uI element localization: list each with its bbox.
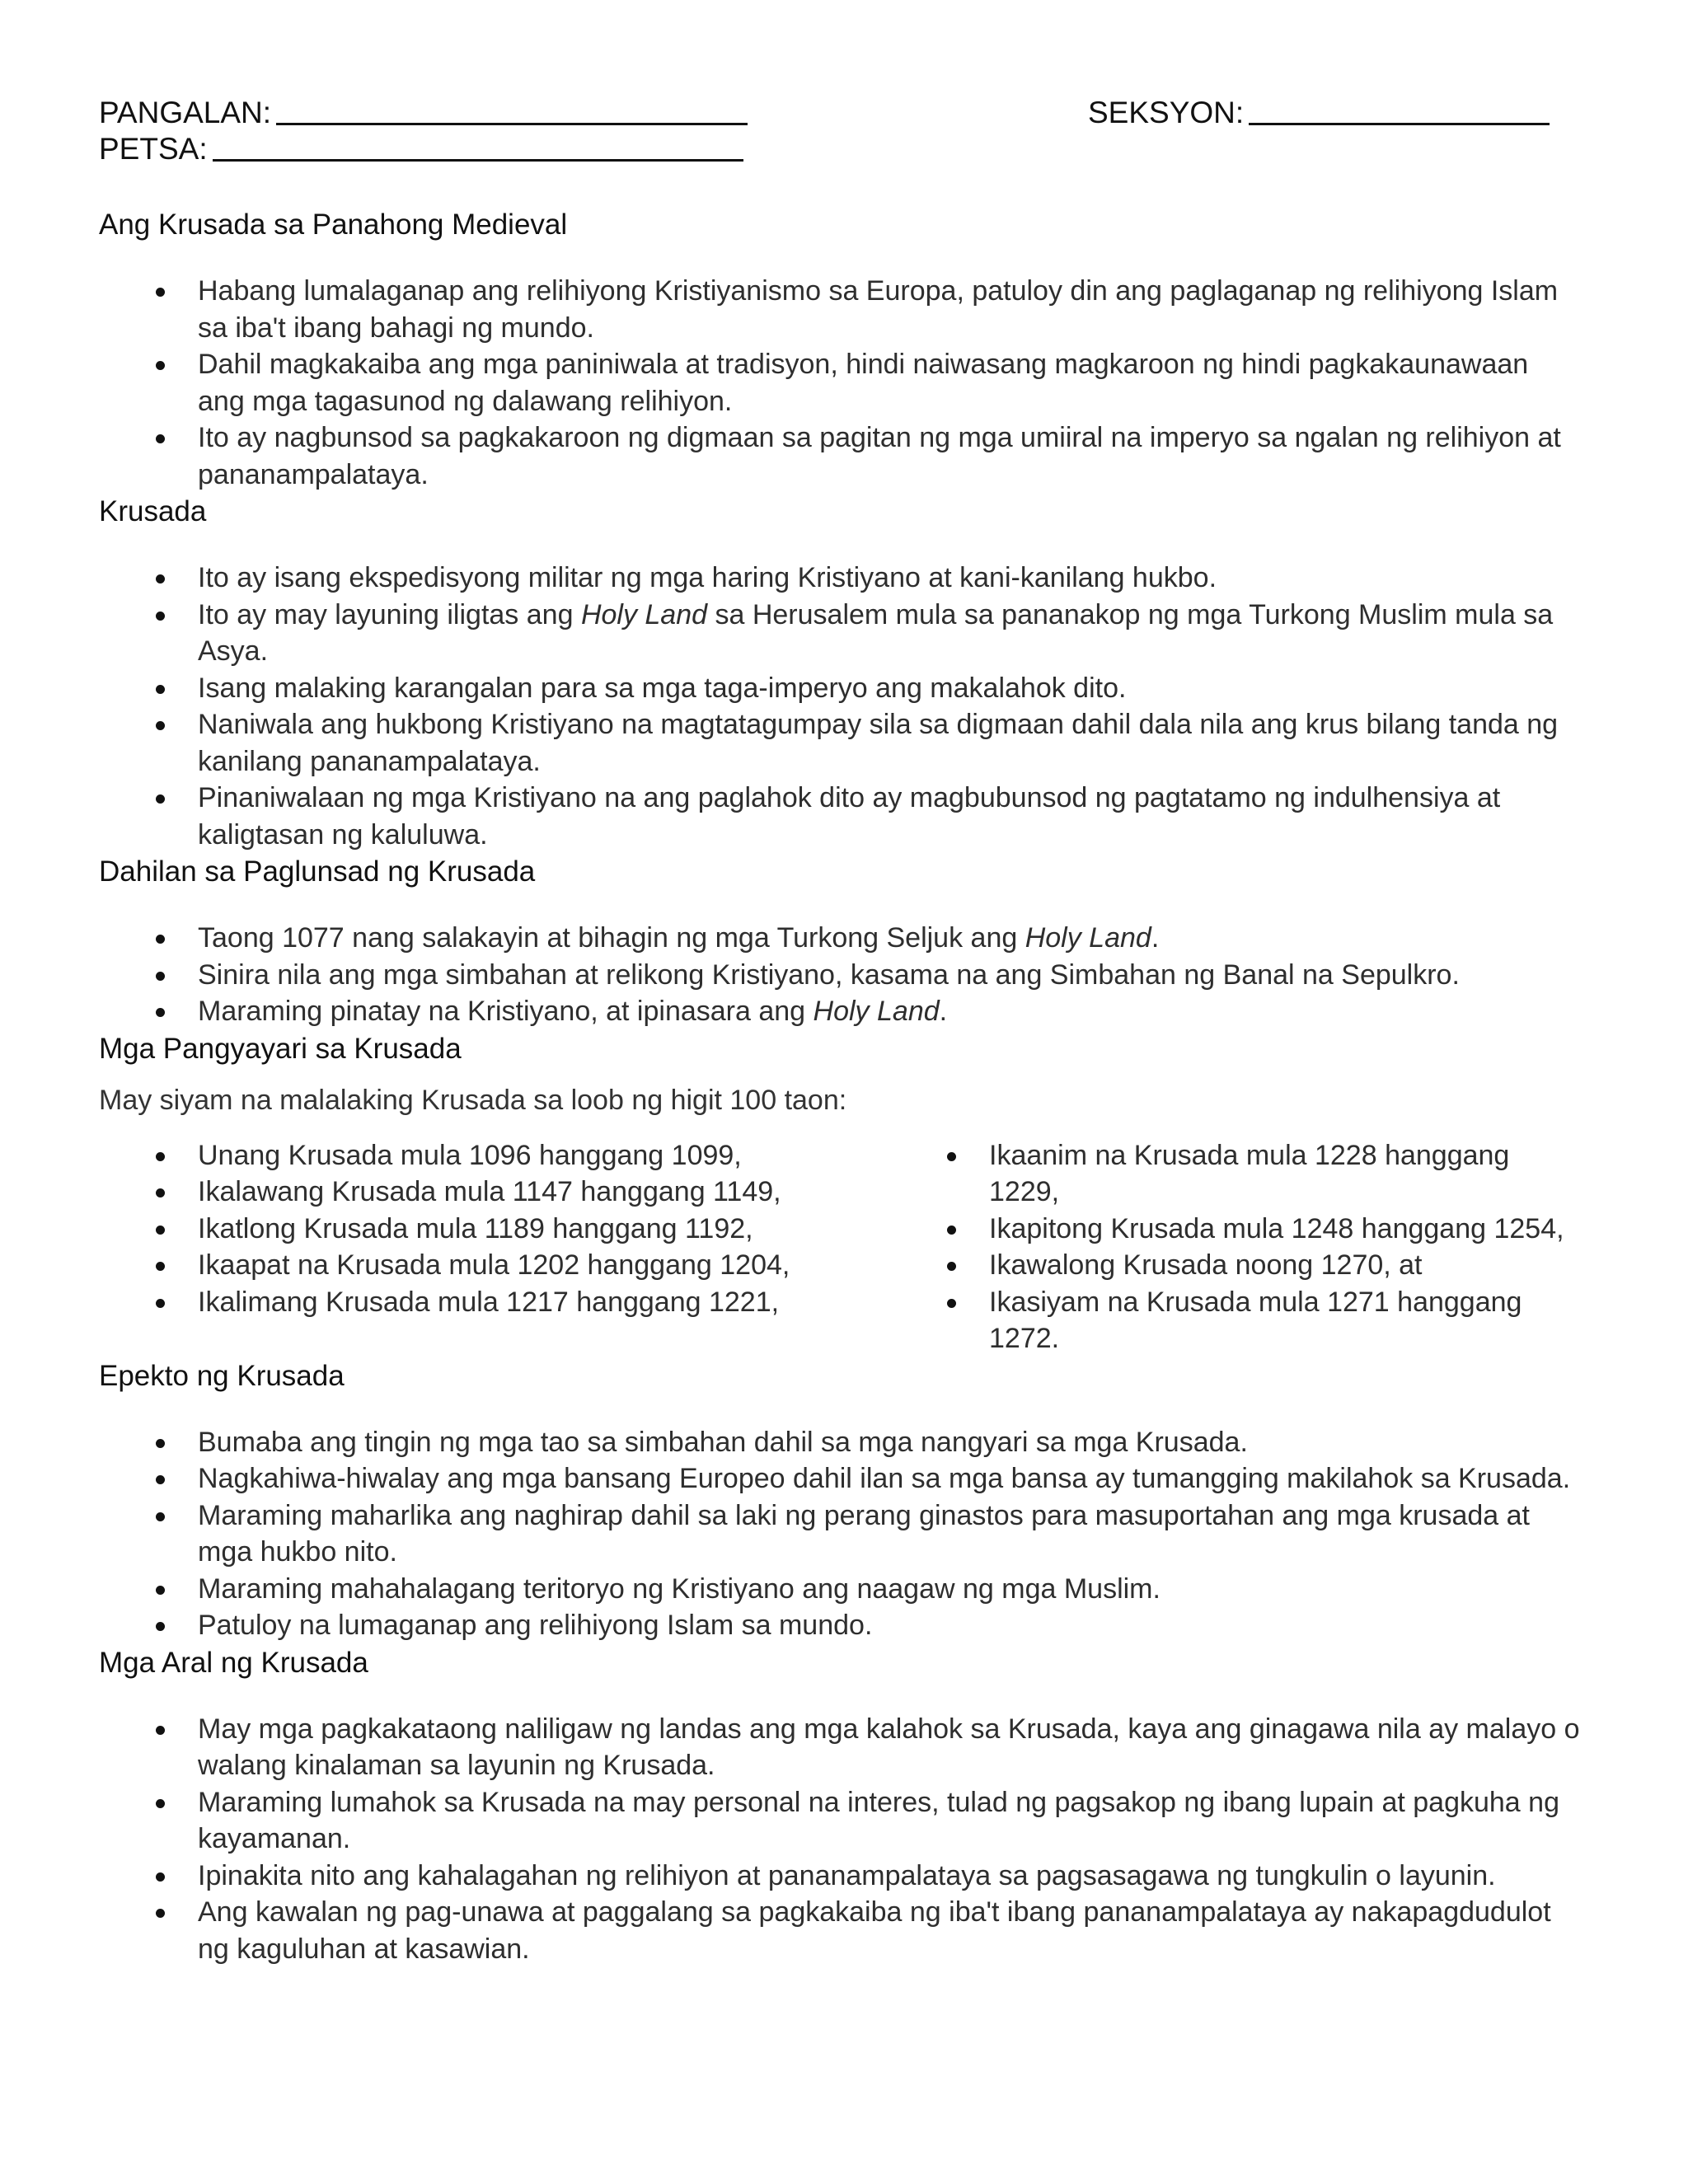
list-item: Maraming mahahalagang teritoryo ng Kristiyano ang naagaw ng mga Muslim. (99, 1571, 1582, 1608)
crusades-columns (99, 1137, 1582, 1357)
list-item: Ikaapat na Krusada mula 1202 hanggang 1204, (99, 1247, 890, 1284)
list-item: May mga pagkakataong naliligaw ng landas ang mga kalahok sa Krusada, kaya ang ginagawa nila ay malayo o walang kinalaman sa layunin ng Krusada. (99, 1711, 1582, 1784)
section-aral-list (99, 1711, 1582, 1968)
list-item: Habang lumalaganap ang relihiyong Kristiyanismo sa Europa, patuloy din ang paglaganap ng relihiyong Islam sa iba't ibang bahagi ng mundo. (99, 273, 1582, 346)
list-item: Ikasiyam na Krusada mula 1271 hanggang 1272. (890, 1284, 1582, 1357)
worksheet-content (99, 206, 1582, 1967)
list-item: Bumaba ang tingin ng mga tao sa simbahan dahil sa mga nangyari sa mga Krusada. (99, 1424, 1582, 1461)
section-pangyayari-title: Mga Pangyayari sa Krusada (99, 1032, 462, 1065)
section-epekto-list (99, 1424, 1582, 1644)
list-item: Ito ay nagbunsod sa pagkakaroon ng digmaan sa pagitan ng mga umiiral na imperyo sa ngalan ng relihiyon at pananampalataya. (99, 419, 1582, 493)
crusades-list-left (99, 1137, 890, 1357)
section-dahilan-title: Dahilan sa Paglunsad ng Krusada (99, 855, 536, 888)
list-item (99, 597, 1582, 670)
name-label: PANGALAN: (99, 96, 272, 129)
text: . (1151, 922, 1160, 954)
date-blank-line[interactable] (213, 134, 743, 162)
section-field[interactable] (1088, 96, 1550, 130)
text: Ito ay may layuning iligtas ang (198, 598, 581, 630)
date-field[interactable] (99, 132, 743, 166)
list-item: Ang kawalan ng pag-unawa at paggalang sa pagkakaiba ng iba't ibang pananampalataya ay nakapagdudulot ng kaguluhan at kasawian. (99, 1894, 1582, 1967)
section-epekto-title: Epekto ng Krusada (99, 1359, 345, 1392)
holy-land-text: Holy Land (580, 598, 708, 630)
list-item: Unang Krusada mula 1096 hanggang 1099, (99, 1137, 890, 1174)
list-item (99, 993, 1582, 1030)
section-aral (99, 1644, 1582, 1968)
section-intro-title: Ang Krusada sa Panahong Medieval (99, 209, 568, 241)
section-epekto (99, 1357, 1582, 1644)
list-item: Ito ay isang ekspedisyong militar ng mga haring Kristiyano at kani-kanilang hukbo. (99, 560, 1582, 597)
holy-land-text: Holy Land (1025, 922, 1151, 954)
list-item: Isang malaking karangalan para sa mga taga-imperyo ang makalahok dito. (99, 670, 1582, 707)
list-item: Patuloy na lumaganap ang relihiyong Islam sa mundo. (99, 1607, 1582, 1644)
list-item: Maraming lumahok sa Krusada na may personal na interes, tulad ng pagsakop ng ibang lupain at pagkuha ng kayamanan. (99, 1784, 1582, 1858)
list-item: Ikatlong Krusada mula 1189 hanggang 1192, (99, 1211, 890, 1248)
section-intro (99, 206, 1582, 493)
text: Maraming pinatay na Kristiyano, at ipinasara ang (198, 996, 814, 1027)
section-intro-list (99, 273, 1582, 493)
section-pangyayari (99, 1030, 1582, 1357)
section-dahilan (99, 853, 1582, 1030)
list-item: Ikaanim na Krusada mula 1228 hanggang 1229, (890, 1137, 1582, 1211)
list-item: Ikalawang Krusada mula 1147 hanggang 1149, (99, 1174, 890, 1211)
list-item: Sinira nila ang mga simbahan at relikong Kristiyano, kasama na ang Simbahan ng Banal na Sepulkro. (99, 957, 1582, 994)
list-item: Maraming maharlika ang naghirap dahil sa laki ng perang ginastos para masuportahan ang mga krusada at mga hukbo nito. (99, 1497, 1582, 1571)
list-item: Ikapitong Krusada mula 1248 hanggang 1254, (890, 1211, 1582, 1248)
date-label: PETSA: (99, 132, 208, 166)
section-dahilan-list (99, 920, 1582, 1030)
list-item: Ipinakita nito ang kahalagahan ng relihiyon at pananampalataya sa pagsasagawa ng tungkulin o layunin. (99, 1858, 1582, 1895)
section-krusada (99, 493, 1582, 853)
holy-land-text: Holy Land (813, 996, 940, 1027)
section-krusada-list (99, 560, 1582, 853)
crusades-list-right (890, 1137, 1582, 1357)
list-item: Ikalimang Krusada mula 1217 hanggang 1221, (99, 1284, 890, 1321)
text: sa Herusalem mula sa pananakop ng mga Turkong Muslim mula sa Asya. (198, 598, 1554, 667)
section-krusada-title: Krusada (99, 495, 207, 527)
text: . (939, 996, 948, 1027)
list-item: Naniwala ang hukbong Kristiyano na magtatagumpay sila sa digmaan dahil dala nila ang krus bilang tanda ng kanilang pananampalataya. (99, 706, 1582, 780)
section-pangyayari-intro: May siyam na malalaking Krusada sa loob ng higit 100 taon: (99, 1084, 847, 1116)
name-field[interactable] (99, 96, 748, 130)
list-item: Pinaniwalaan ng mga Kristiyano na ang paglahok dito ay magbubunsod ng pagtatamo ng indulhensiya at kaligtasan ng kaluluwa. (99, 780, 1582, 853)
list-item: Dahil magkakaiba ang mga paniniwala at tradisyon, hindi naiwasang magkaroon ng hindi pagkakaunawaan ang mga tagasunod ng dalawang relihiyon. (99, 346, 1582, 419)
list-item (99, 920, 1582, 957)
section-blank-line[interactable] (1249, 98, 1550, 125)
list-item: Nagkahiwa-hiwalay ang mga bansang Europeo dahil ilan sa mga bansa ay tumangging makilahok sa Krusada. (99, 1460, 1582, 1497)
text: Taong 1077 nang salakayin at bihagin ng mga Turkong Seljuk ang (198, 922, 1025, 954)
list-item: Ikawalong Krusada noong 1270, at (890, 1247, 1582, 1284)
name-blank-line[interactable] (276, 98, 748, 125)
section-aral-title: Mga Aral ng Krusada (99, 1646, 368, 1679)
section-label: SEKSYON: (1088, 96, 1245, 129)
